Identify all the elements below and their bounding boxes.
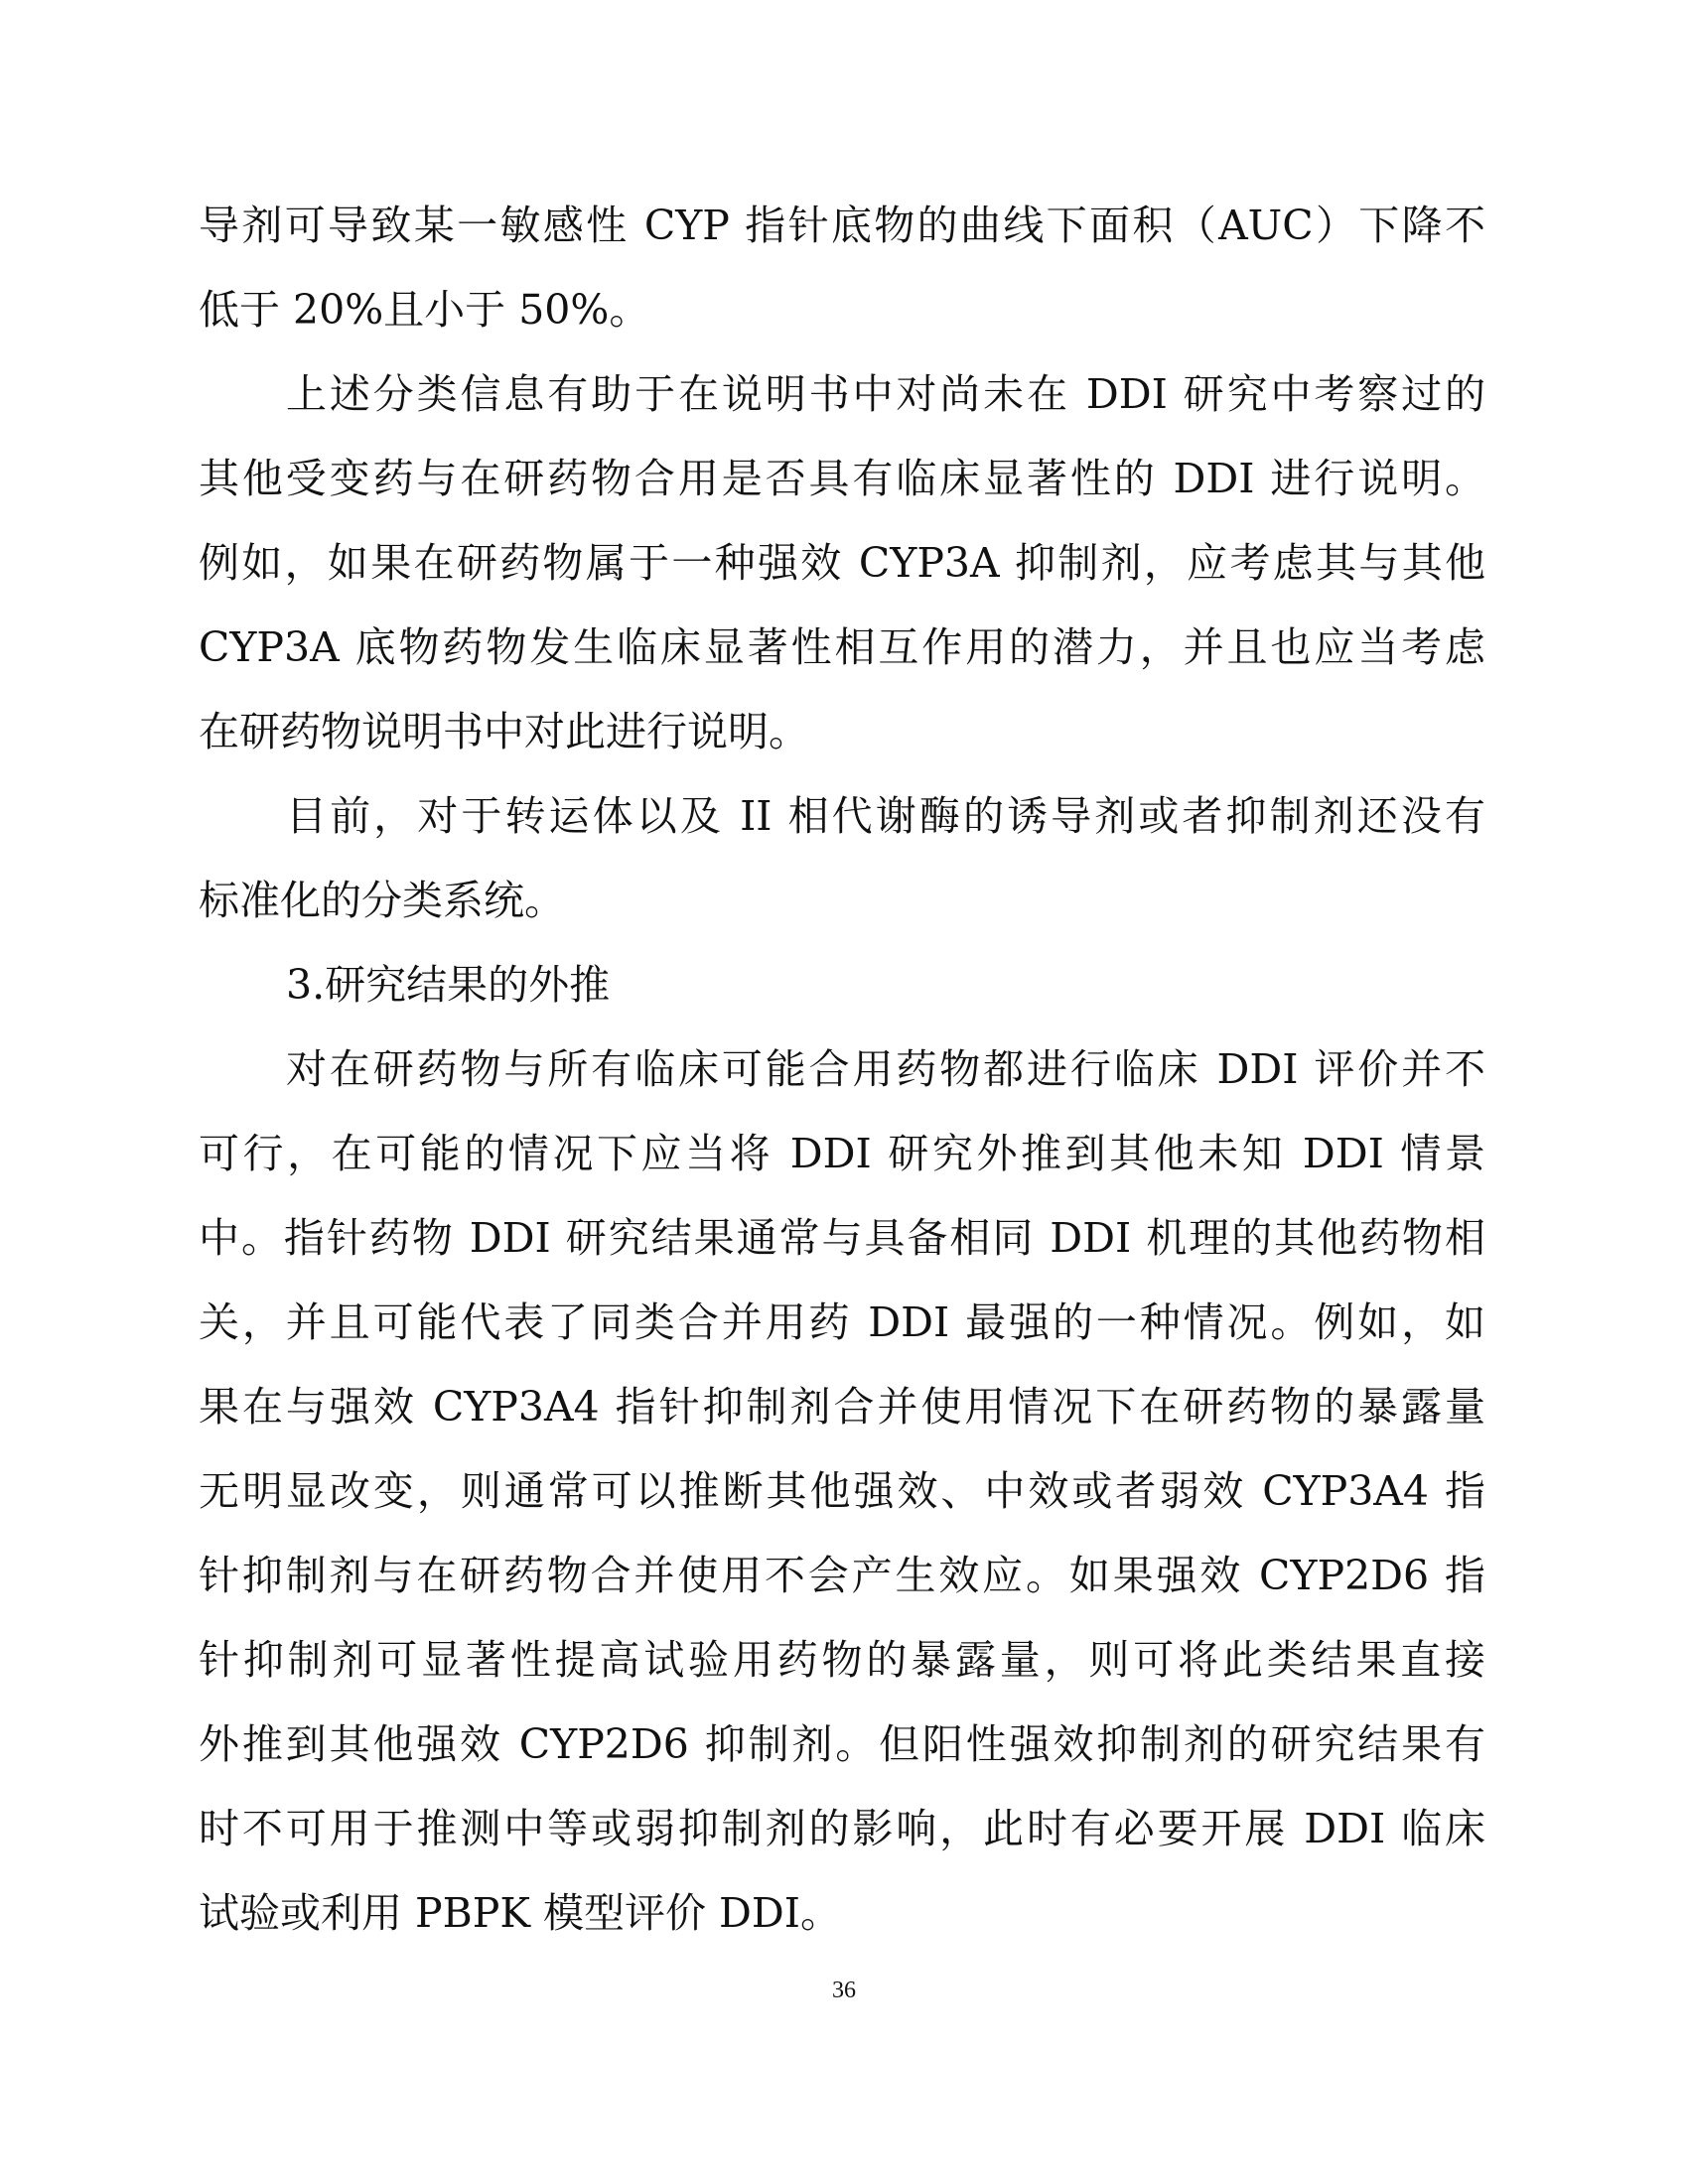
text-line: 目前，对于转运体以及 II 相代谢酶的诱导剂或者抑制剂还没有 <box>286 792 1485 840</box>
text-line: 例如，如果在研药物属于一种强效 CYP3A 抑制剂，应考虑其与其他 <box>199 539 1485 587</box>
text-line: 果在与强效 CYP3A4 指针抑制剂合并使用情况下在研药物的暴露量 <box>199 1383 1485 1431</box>
text-line: 试验或利用 PBPK 模型评价 DDI。 <box>199 1889 841 1937</box>
text-line: 在研药物说明书中对此进行说明。 <box>199 708 809 755</box>
text-line: 导剂可导致某一敏感性 CYP 指针底物的曲线下面积（AUC）下降不 <box>199 202 1485 249</box>
text-line: 针抑制剂与在研药物合并使用不会产生效应。如果强效 CYP2D6 指 <box>199 1552 1485 1599</box>
text-line: 上述分类信息有助于在说明书中对尚未在 DDI 研究中考察过的 <box>286 370 1485 418</box>
text-line: 其他受变药与在研药物合用是否具有临床显著性的 DDI 进行说明。 <box>199 455 1485 502</box>
text-line: 对在研药物与所有临床可能合用药物都进行临床 DDI 评价并不 <box>286 1045 1485 1093</box>
text-line: 标准化的分类系统。 <box>199 877 565 924</box>
text-line: 中。指针药物 DDI 研究结果通常与具备相同 DDI 机理的其他药物相 <box>199 1214 1485 1262</box>
text-line: 关，并且可能代表了同类合并用药 DDI 最强的一种情况。例如，如 <box>199 1298 1485 1346</box>
text-line: 针抑制剂可显著性提高试验用药物的暴露量，则可将此类结果直接 <box>199 1636 1485 1684</box>
text-line: 外推到其他强效 CYP2D6 抑制剂。但阳性强效抑制剂的研究结果有 <box>199 1720 1485 1768</box>
section-heading: 3.研究结果的外推 <box>286 961 611 1009</box>
text-line: 无明显改变，则通常可以推断其他强效、中效或者弱效 CYP3A4 指 <box>199 1467 1485 1515</box>
page-number: 36 <box>832 1978 856 2003</box>
text-line: 可行，在可能的情况下应当将 DDI 研究外推到其他未知 DDI 情景 <box>199 1130 1485 1177</box>
text-line: CYP3A 底物药物发生临床显著性相互作用的潜力，并且也应当考虑 <box>199 623 1485 671</box>
text-line: 时不可用于推测中等或弱抑制剂的影响，此时有必要开展 DDI 临床 <box>199 1805 1485 1852</box>
text-line: 低于 20%且小于 50%。 <box>199 286 650 334</box>
